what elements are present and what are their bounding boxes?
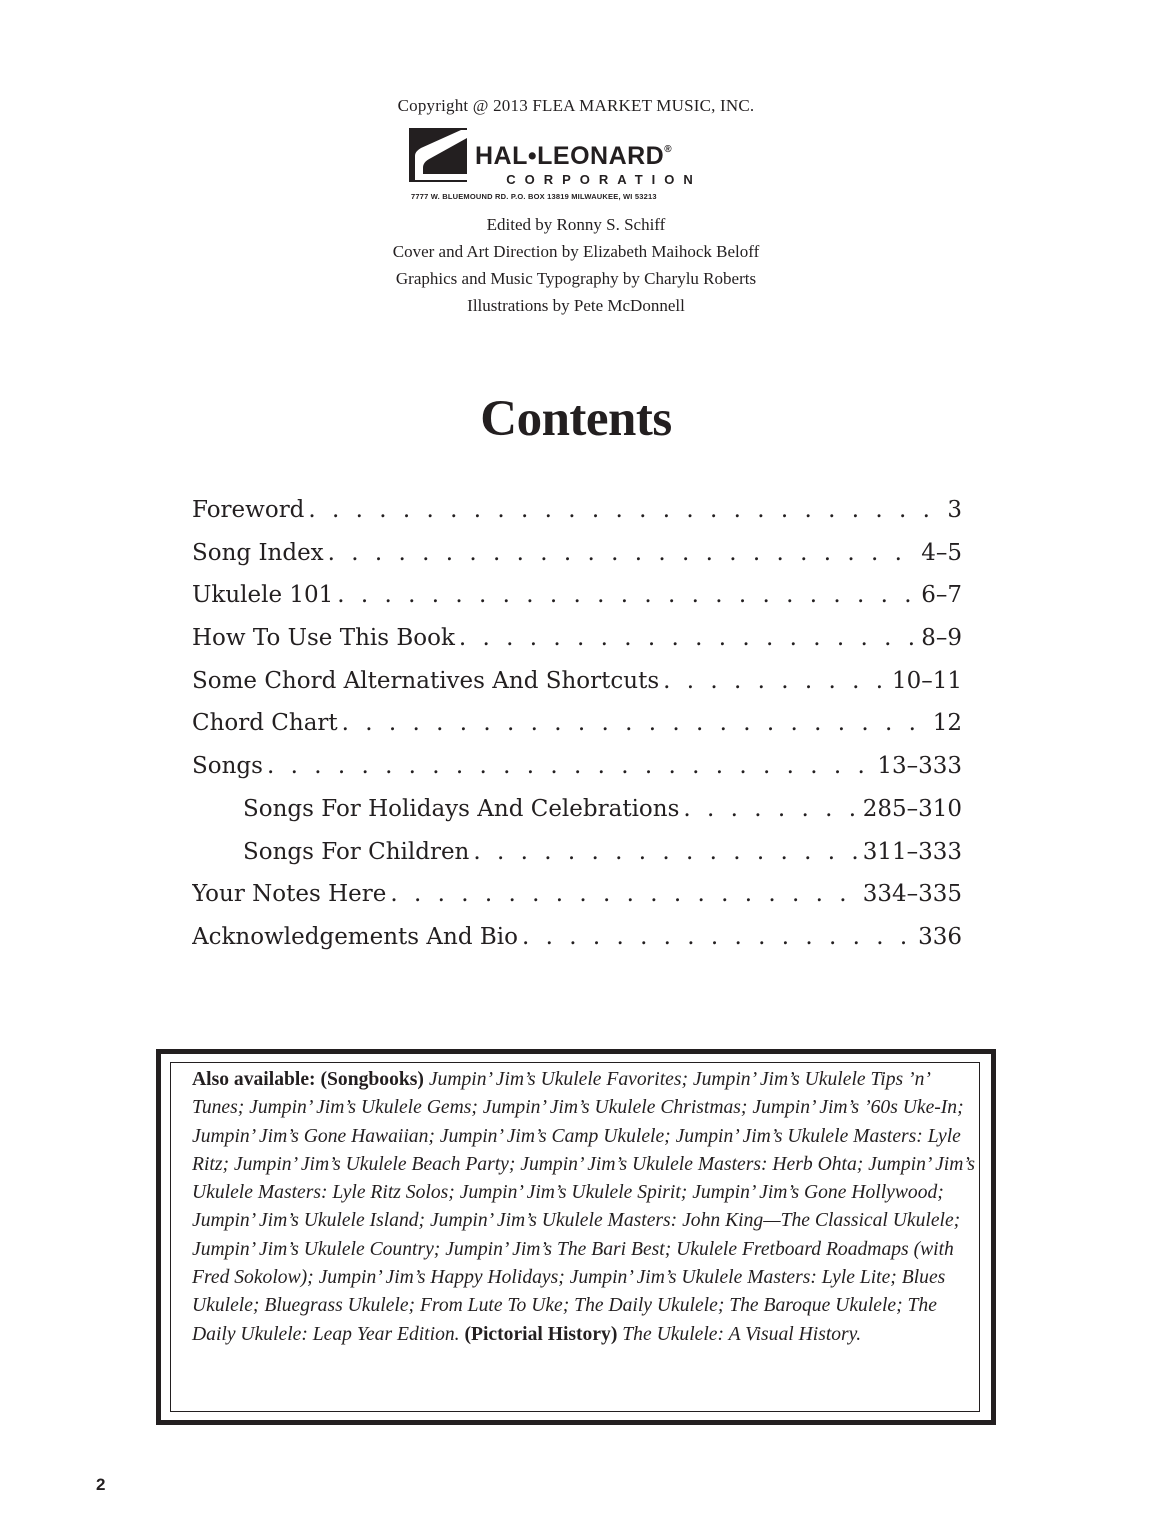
toc-dot-leader [342,702,929,745]
table-of-contents [192,489,962,959]
credits-block [0,211,1152,319]
credit-line-cover: Cover and Art Direction by Elizabeth Maihock Beloff [392,242,760,261]
toc-entry-pages: 8–9 [921,625,962,652]
registered-mark: ® [664,144,673,155]
songbooks-label: (Songbooks) [320,1069,424,1090]
toc-entry [192,574,962,617]
toc-entry-title: Some Chord Alternatives And Shortcuts [192,667,660,694]
toc-entry [192,873,962,916]
hal-leonard-logo [409,128,749,204]
toc-dot-leader [308,489,943,532]
toc-entry-title: Foreword [192,497,305,523]
page-number: 2 [96,1475,106,1494]
toc-entry-title: Song Index [192,539,324,566]
toc-entry-title: How To Use This Book [192,625,455,652]
toc-dot-leader [663,660,888,703]
toc-entry [192,532,962,575]
toc-entry-title: Songs For Holidays And Celebrations [243,795,680,822]
also-available-label: Also available: [192,1069,316,1090]
toc-entry-title: Your Notes Here [192,881,387,908]
toc-dot-leader [522,916,914,959]
toc-dot-leader [390,873,858,916]
toc-entry-title: Songs For Children [243,838,470,865]
toc-entry-pages: 311–333 [862,838,962,865]
logo-subtitle: CORPORATION [506,172,702,187]
credit-line-graphics: Graphics and Music Typography by Charylu Roberts [395,269,757,288]
toc-entry [192,660,962,703]
toc-entry [192,617,962,660]
logo-wordmark [475,142,672,171]
toc-entry-pages: 336 [918,923,962,950]
toc-entry-title: Acknowledgements And Bio [192,923,518,950]
toc-entry-pages: 285–310 [862,795,962,822]
toc-entry-pages: 4–5 [921,539,962,566]
toc-entry [192,745,962,788]
also-available-text [192,1066,982,1349]
toc-entry [192,831,962,874]
credit-line-illustrations: Illustrations by Pete McDonnell [467,296,685,315]
toc-entry-title: Chord Chart [192,710,338,737]
logo-name-text: HAL•LEONARD [475,142,665,170]
pictorial-label: (Pictorial History) [464,1323,618,1345]
toc-entry-pages: 3 [947,497,962,523]
contents-heading: Contents [480,391,672,447]
toc-dot-leader [267,745,873,788]
toc-dot-leader [337,574,917,617]
copyright-line: Copyright @ 2013 FLEA MARKET MUSIC, INC. [397,96,755,115]
toc-entry-pages: 13–333 [877,753,962,780]
toc-entry-pages: 6–7 [921,582,962,609]
toc-entry-title: Ukulele 101 [192,582,334,609]
toc-dot-leader [459,617,917,660]
hal-leonard-mark-icon [409,128,467,186]
toc-entry-pages: 12 [932,710,962,737]
toc-entry [192,489,962,532]
songbooks-list: Jumpin’ Jim’s Ukulele Favorites; Jumpin’ Jim’s Ukulele Tips ’n’ Tunes; Jumpin’ Jim’s Ukulele Gems; Jumpin’ Jim’s Ukulele Christmas; Jumpin’ Jim’s ’60s Uke-In; Jumpin’ Jim’s Gone Hawaiian; Jumpin’ Jim’s Camp Ukulele; Jumpin’ Jim’s Ukulele Masters: Lyle Ritz; Jumpin’ Jim’s Ukulele Beach Party; Jumpin’ Jim’s Ukulele Masters: Herb Ohta; Jumpin’ Jim’s Ukulele Masters: Lyle Ritz Solos; Jumpin’ Jim’s Ukulele Spirit; Jumpin’ Jim’s Gone Hollywood; Jumpin’ Jim’s Ukulele Island; Jumpin’ Jim’s Ukulele Masters: John King—The Classical Ukulele; Jumpin’ Jim’s Ukulele Country; Jumpin’ Jim’s The Bari Best; Ukulele Fretboard Roadmaps (with Fred Sokolow); Jumpin’ Jim’s Happy Holidays; Jumpin’ Jim’s Ukulele Masters: Lyle Lite; Blues Ukulele; Bluegrass Ukulele; From Lute To Uke; The Daily Ukulele; The Baroque Ukulele; The Daily Ukulele: Leap Year Edition. [192,1069,976,1345]
pictorial-title: The Ukulele: A Visual History. [622,1323,862,1345]
toc-dot-leader [328,532,918,575]
toc-dot-leader [473,831,858,874]
toc-entry-pages: 10–11 [891,667,962,694]
toc-dot-leader [683,788,858,831]
toc-entry [192,702,962,745]
credit-line-editor: Edited by Ronny S. Schiff [486,215,666,234]
toc-entry [192,788,962,831]
logo-address: 7777 W. BLUEMOUND RD. P.O. BOX 13819 MILWAUKEE, WI 53213 [411,192,657,201]
toc-entry-title: Songs [192,753,263,780]
toc-entry-pages: 334–335 [862,881,962,908]
toc-entry [192,916,962,959]
